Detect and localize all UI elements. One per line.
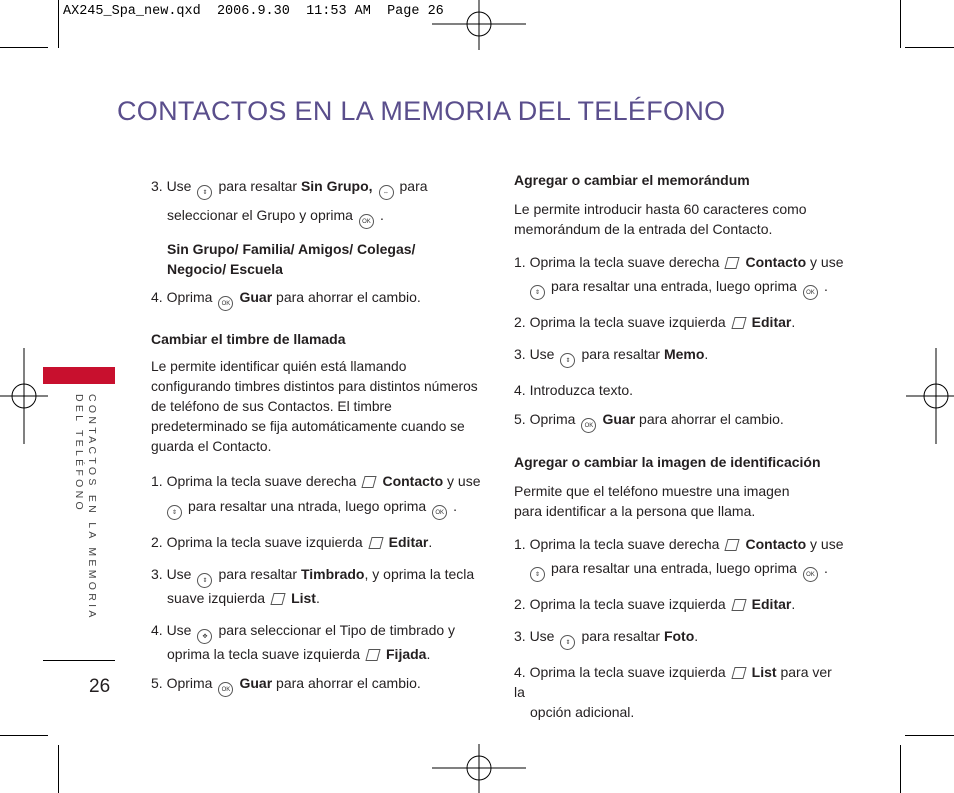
image-heading: Agregar o cambiar la imagen de identificación	[514, 454, 821, 470]
memo-step-1-line1: 1. Oprima la tecla suave derecha Contacto y use	[514, 254, 844, 270]
file-date: 2006.9.30	[216, 4, 290, 19]
image-description: Permite que el teléfono muestre una imagen para identificar a la persona que llama.	[514, 483, 790, 519]
left-soft-key-icon	[731, 667, 746, 679]
group-list: Sin Grupo/ Familia/ Amigos/ Colegas/ Negocio/ Escuela	[167, 241, 416, 277]
memo-heading: Agregar o cambiar el memorándum	[514, 172, 750, 188]
nav-key-icon: ⇕	[530, 567, 545, 582]
ringtone-description: Le permite identificar quién está llamando configurando timbres distintos para distintos números de teléfono de sus Contactos. El timbre predeterminado se fija automáticamente cuando se guarda el Contacto.	[151, 359, 478, 454]
memo-step-4: 4. Introduzca texto.	[514, 382, 634, 398]
left-soft-key-icon	[270, 593, 285, 605]
ok-key-icon: OK	[218, 682, 233, 697]
nav-key-icon: ⇕	[197, 573, 212, 588]
left-soft-key-icon	[368, 537, 383, 549]
crop-mark	[905, 47, 954, 48]
crop-mark	[58, 0, 59, 48]
ok-key-icon: OK	[581, 418, 596, 433]
file-name: AX245_Spa_new.qxd	[63, 4, 201, 19]
ringtone-step-5: 5. Oprima OK Guar para ahorrar el cambio.	[151, 673, 481, 697]
crop-mark	[900, 745, 901, 793]
file-slug	[63, 4, 444, 19]
image-step-3: 3. Use ⇕ para resaltar Foto.	[514, 626, 844, 650]
right-soft-key-icon	[725, 257, 740, 269]
section-tab-label	[72, 394, 98, 621]
left-soft-key-icon	[365, 649, 380, 661]
step-3-line2: seleccionar el Grupo y oprima OK .	[151, 205, 481, 229]
step-4: 4. Oprima OK Guar para ahorrar el cambio.	[151, 287, 481, 311]
ringtone-heading: Cambiar el timbre de llamada	[151, 331, 346, 347]
ok-key-icon: OK	[803, 567, 818, 582]
nav-key-icon: ⇕	[560, 353, 575, 368]
nav-key-icon: ⇔	[379, 185, 394, 200]
crop-mark	[900, 0, 901, 48]
image-step-2: 2. Oprima la tecla suave izquierda Editar.	[514, 596, 796, 612]
ringtone-step-3-line2: suave izquierda List.	[167, 590, 320, 606]
ok-key-icon: OK	[218, 296, 233, 311]
nav-key-icon: ⇕	[530, 285, 545, 300]
page-number-rule	[43, 660, 115, 661]
registration-mark-right-icon	[906, 348, 954, 444]
image-step-4-line2: opción adicional.	[530, 704, 635, 720]
registration-mark-left-icon	[0, 348, 50, 444]
ringtone-step-4-line1: 4. Use ✥ para seleccionar el Tipo de timbrado y	[151, 620, 481, 644]
ok-key-icon: OK	[359, 214, 374, 229]
registration-mark-bottom-icon	[428, 744, 528, 793]
left-soft-key-icon	[731, 317, 746, 329]
crop-mark	[0, 735, 48, 736]
image-step-1-line2: ⇕ para resaltar una entrada, luego oprima OK .	[514, 558, 844, 582]
left-column	[151, 176, 481, 697]
nav-key-icon: ⇕	[560, 635, 575, 650]
file-time: 11:53 AM	[306, 4, 371, 19]
section-tab-line1: CONTACTOS EN LA MEMORIA	[86, 394, 98, 621]
step-3-line1: 3. Use ⇕ para resaltar Sin Grupo, ⇔ para	[151, 176, 481, 200]
image-step-1-line1: 1. Oprima la tecla suave derecha Contacto y use	[514, 536, 844, 552]
section-tab-bar	[43, 367, 115, 384]
crop-mark	[58, 745, 59, 793]
right-column	[514, 170, 844, 722]
ringtone-step-2: 2. Oprima la tecla suave izquierda Editar.	[151, 534, 433, 550]
right-soft-key-icon	[725, 539, 740, 551]
memo-step-1-line2: ⇕ para resaltar una entrada, luego oprima OK .	[514, 276, 844, 300]
crop-mark	[905, 735, 954, 736]
left-soft-key-icon	[731, 599, 746, 611]
ringtone-step-1-line2: ⇕ para resaltar una ntrada, luego oprima OK .	[151, 496, 481, 520]
ringtone-step-3-line1: 3. Use ⇕ para resaltar Timbrado, y oprima la tecla	[151, 564, 481, 588]
crop-mark	[0, 47, 48, 48]
section-tab-line2: DEL TELÉFONO	[73, 394, 85, 513]
file-page: Page 26	[387, 4, 444, 19]
memo-step-2: 2. Oprima la tecla suave izquierda Editar.	[514, 314, 796, 330]
page-number: 26	[89, 676, 111, 697]
page-title: CONTACTOS EN LA MEMORIA DEL TELÉFONO	[117, 96, 726, 126]
ok-key-icon: OK	[432, 505, 447, 520]
ringtone-step-1-line1: 1. Oprima la tecla suave derecha Contacto y use	[151, 473, 481, 489]
memo-step-3: 3. Use ⇕ para resaltar Memo.	[514, 344, 844, 368]
memo-step-5: 5. Oprima OK Guar para ahorrar el cambio.	[514, 409, 844, 433]
memo-description: Le permite introducir hasta 60 caracteres como memorándum de la entrada del Contacto.	[514, 201, 807, 237]
nav-4way-key-icon: ✥	[197, 629, 212, 644]
ok-key-icon: OK	[803, 285, 818, 300]
image-step-4-line1: 4. Oprima la tecla suave izquierda List para ver la	[514, 664, 832, 700]
nav-key-icon: ⇕	[197, 185, 212, 200]
right-soft-key-icon	[362, 476, 377, 488]
nav-key-icon: ⇕	[167, 505, 182, 520]
ringtone-step-4-line2: oprima la tecla suave izquierda Fijada.	[167, 646, 431, 662]
